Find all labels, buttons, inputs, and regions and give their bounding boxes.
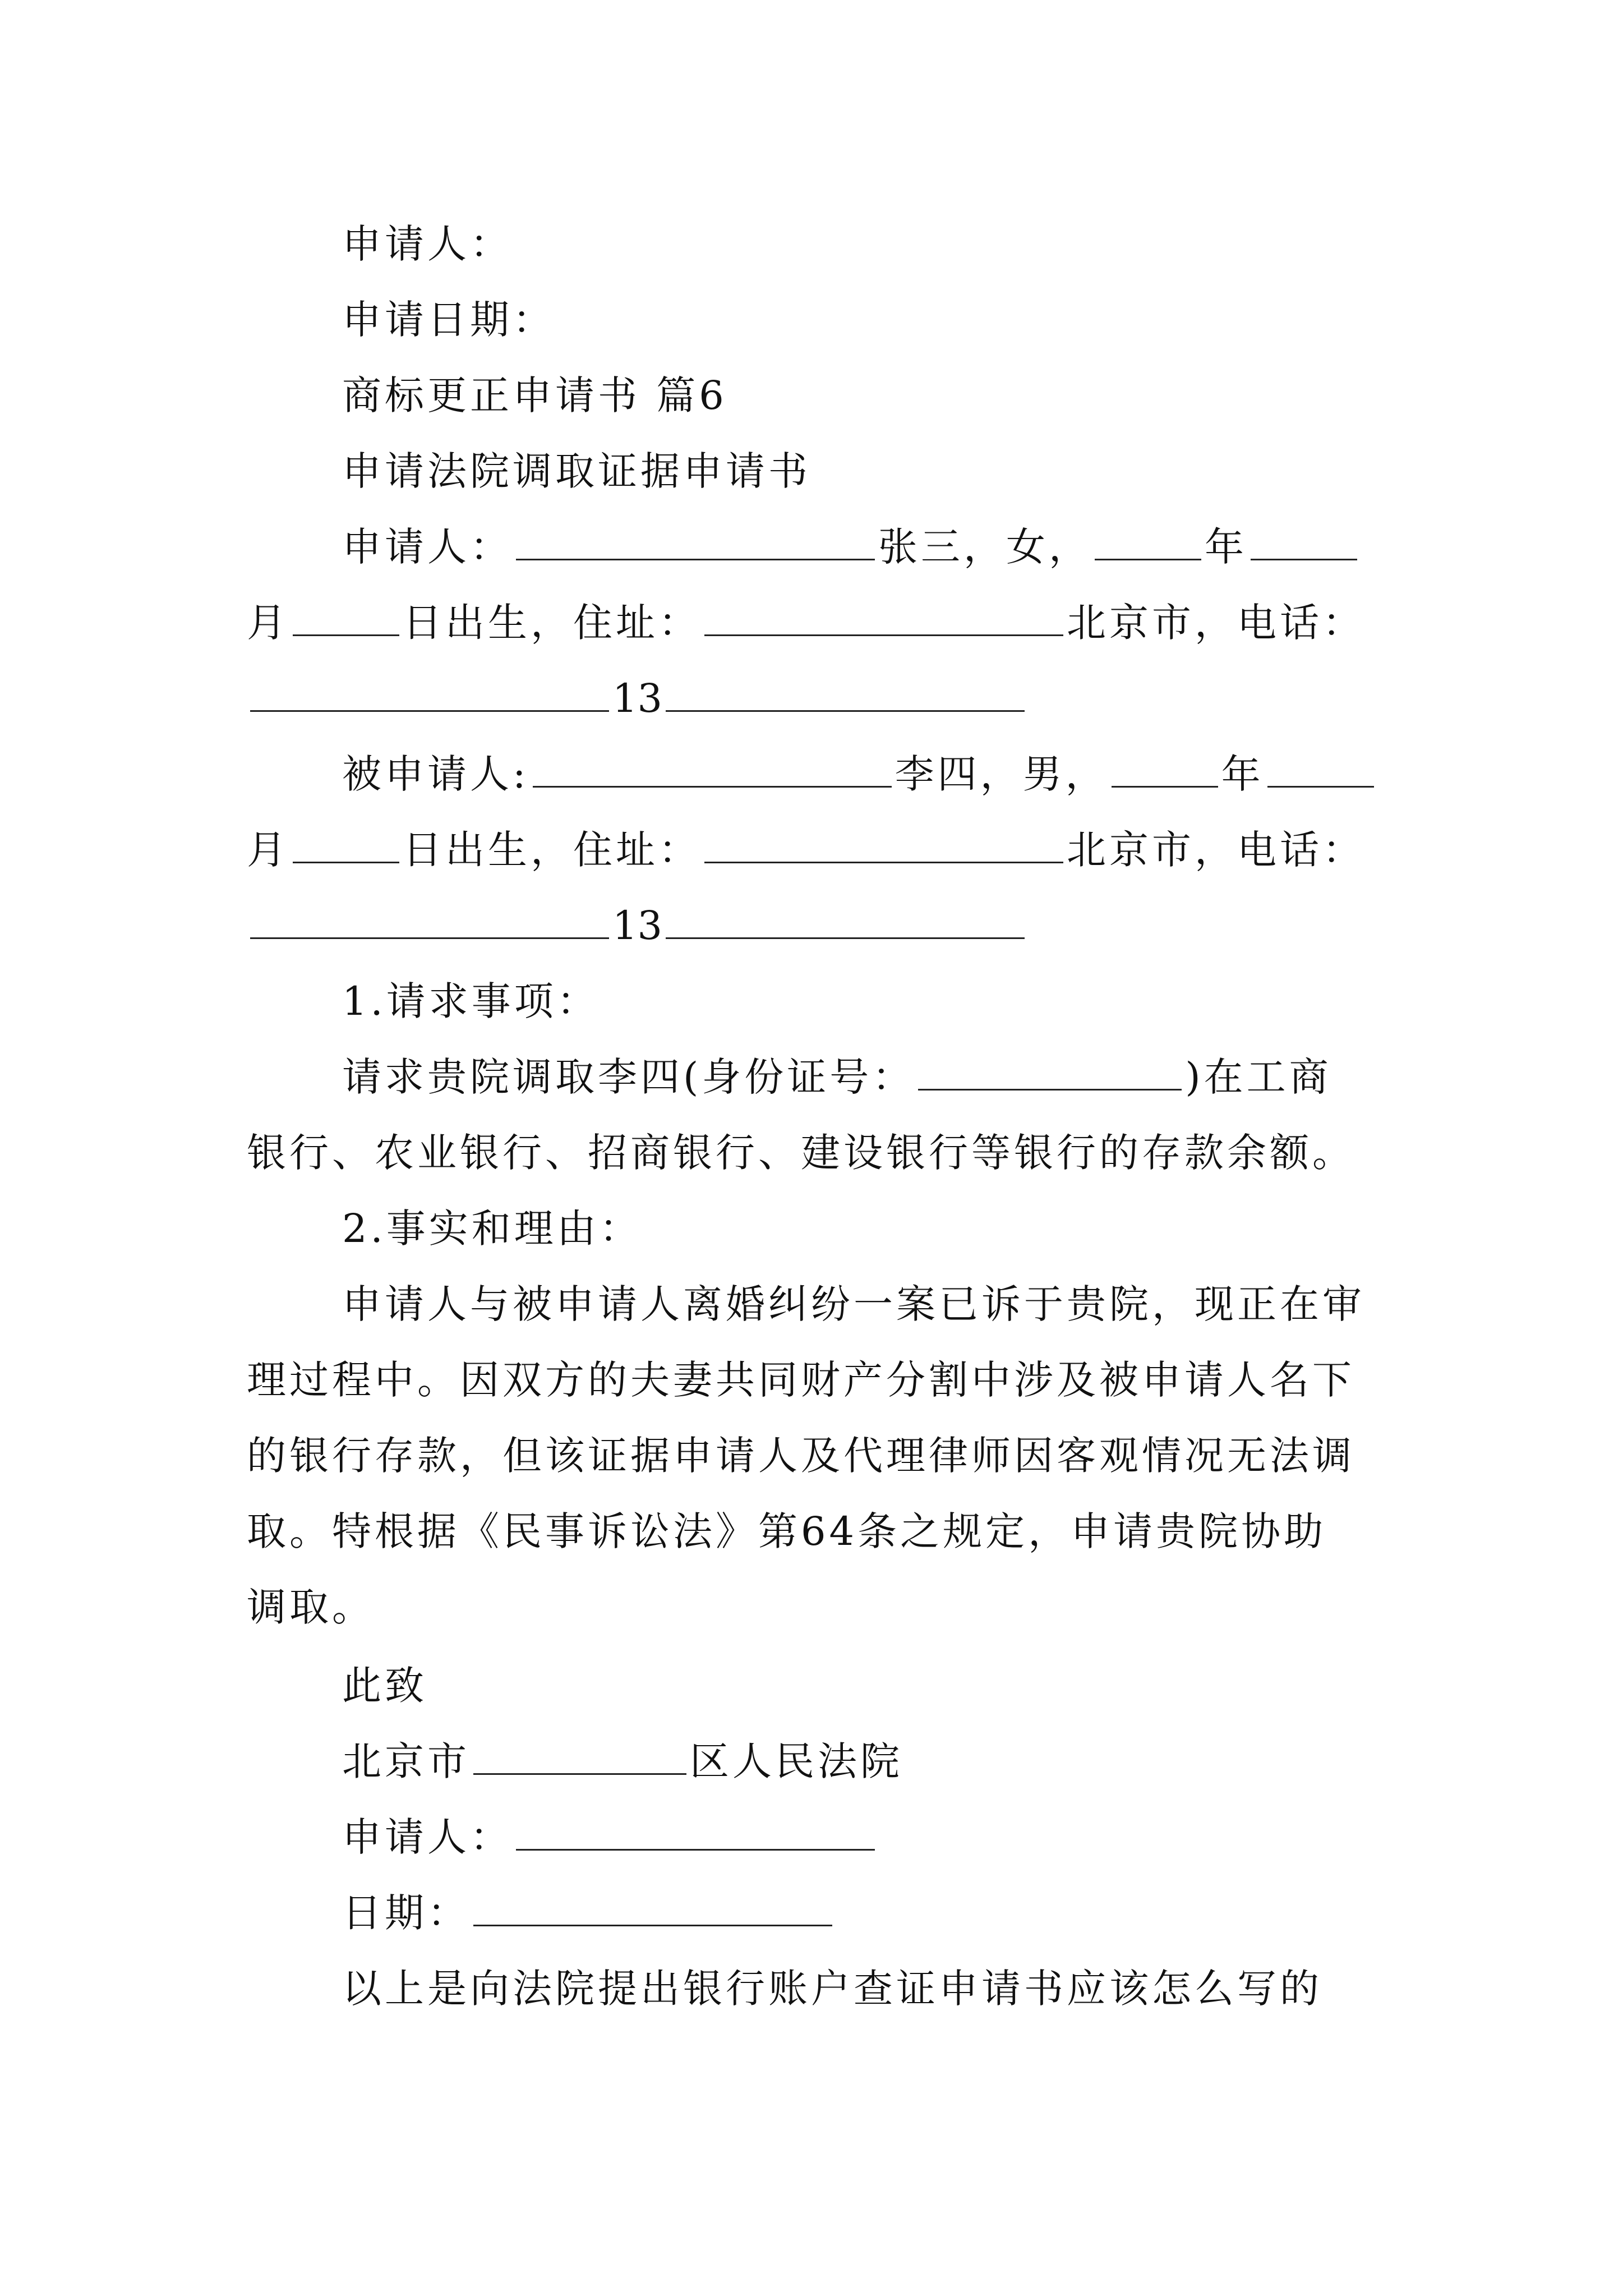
blank-field bbox=[293, 628, 399, 636]
date-label: 日期： bbox=[342, 1890, 470, 1936]
blank-field bbox=[704, 855, 1063, 863]
request-text-b: )在工商 bbox=[1185, 1054, 1332, 1100]
court-name: 区人民法院 bbox=[690, 1738, 903, 1784]
court-city: 北京市 bbox=[342, 1738, 470, 1784]
blank-field bbox=[516, 1842, 875, 1851]
request-text-a: 请求贵院调取李四(身份证号： bbox=[342, 1054, 915, 1100]
signature-label: 申请人： bbox=[342, 1814, 513, 1860]
month-label: 月 bbox=[247, 600, 289, 646]
respondent-info: 李四，男， bbox=[895, 751, 1108, 797]
blank-field bbox=[533, 779, 892, 788]
document-title: 申请法院调取证据申请书 bbox=[342, 448, 811, 494]
closing-cizhi: 此致 bbox=[342, 1663, 427, 1709]
applicant-line-2 bbox=[247, 595, 1365, 651]
blank-field bbox=[1251, 552, 1357, 560]
blank-field bbox=[250, 703, 609, 712]
facts-line-3: 的银行存款，但该证据申请人及代理律师因客观情况无法调 bbox=[247, 1433, 1355, 1479]
applicant-info: 张三，女， bbox=[878, 524, 1091, 570]
court-line bbox=[342, 1733, 903, 1789]
month-label: 月 bbox=[247, 827, 289, 873]
blank-field bbox=[250, 931, 609, 939]
born-address-label: 日出生，住址： bbox=[403, 600, 701, 646]
respondent-line bbox=[342, 746, 1377, 802]
respondent-line-2 bbox=[247, 822, 1365, 878]
phone-prefix: 13 bbox=[612, 903, 663, 949]
blank-field bbox=[1112, 779, 1218, 788]
applicant-label-1: 申请人： bbox=[342, 221, 513, 267]
application-date-label: 申请日期： bbox=[342, 297, 555, 343]
facts-line-4: 取。特根据《民事诉讼法》第64条之规定，申请贵院协助 bbox=[247, 1508, 1327, 1554]
facts-heading: 2.事实和理由： bbox=[342, 1205, 642, 1251]
applicant-line bbox=[342, 519, 1361, 575]
closing-sentence: 以上是向法院提出银行账户查证申请书应该怎么写的 bbox=[342, 1966, 1322, 2012]
blank-field bbox=[666, 703, 1025, 712]
blank-field bbox=[473, 1766, 686, 1775]
blank-field bbox=[918, 1082, 1182, 1091]
blank-field bbox=[1095, 552, 1201, 560]
year-label: 年 bbox=[1205, 524, 1247, 570]
facts-line-5: 调取。 bbox=[247, 1584, 375, 1630]
respondent-label: 被申请人: bbox=[342, 751, 529, 797]
born-address-label: 日出生，住址： bbox=[403, 827, 701, 873]
phone-prefix: 13 bbox=[612, 675, 663, 721]
blank-field bbox=[516, 552, 875, 560]
applicant-phone-line bbox=[247, 670, 1028, 726]
city-phone-label: 北京市，电话： bbox=[1067, 600, 1365, 646]
request-heading: 1.请求事项： bbox=[342, 978, 600, 1024]
request-body-2: 银行、农业银行、招商银行、建设银行等银行的存款余额。 bbox=[247, 1130, 1355, 1176]
applicant-label: 申请人： bbox=[342, 524, 513, 570]
signature-applicant bbox=[342, 1809, 878, 1865]
section-heading: 商标更正申请书 篇6 bbox=[342, 372, 727, 418]
facts-line-1: 申请人与被申请人离婚纠纷一案已诉于贵院，现正在审 bbox=[342, 1281, 1365, 1327]
city-phone-label: 北京市，电话： bbox=[1067, 827, 1365, 873]
facts-line-2: 理过程中。因双方的夫妻共同财产分割中涉及被申请人名下 bbox=[247, 1357, 1355, 1403]
blank-field bbox=[293, 855, 399, 863]
blank-field bbox=[704, 628, 1063, 636]
respondent-phone-line bbox=[247, 898, 1028, 954]
blank-field bbox=[666, 931, 1025, 939]
year-label: 年 bbox=[1221, 751, 1264, 797]
request-body-1 bbox=[342, 1049, 1332, 1105]
blank-field bbox=[473, 1918, 832, 1926]
signature-date bbox=[342, 1885, 836, 1941]
blank-field bbox=[1267, 779, 1374, 788]
